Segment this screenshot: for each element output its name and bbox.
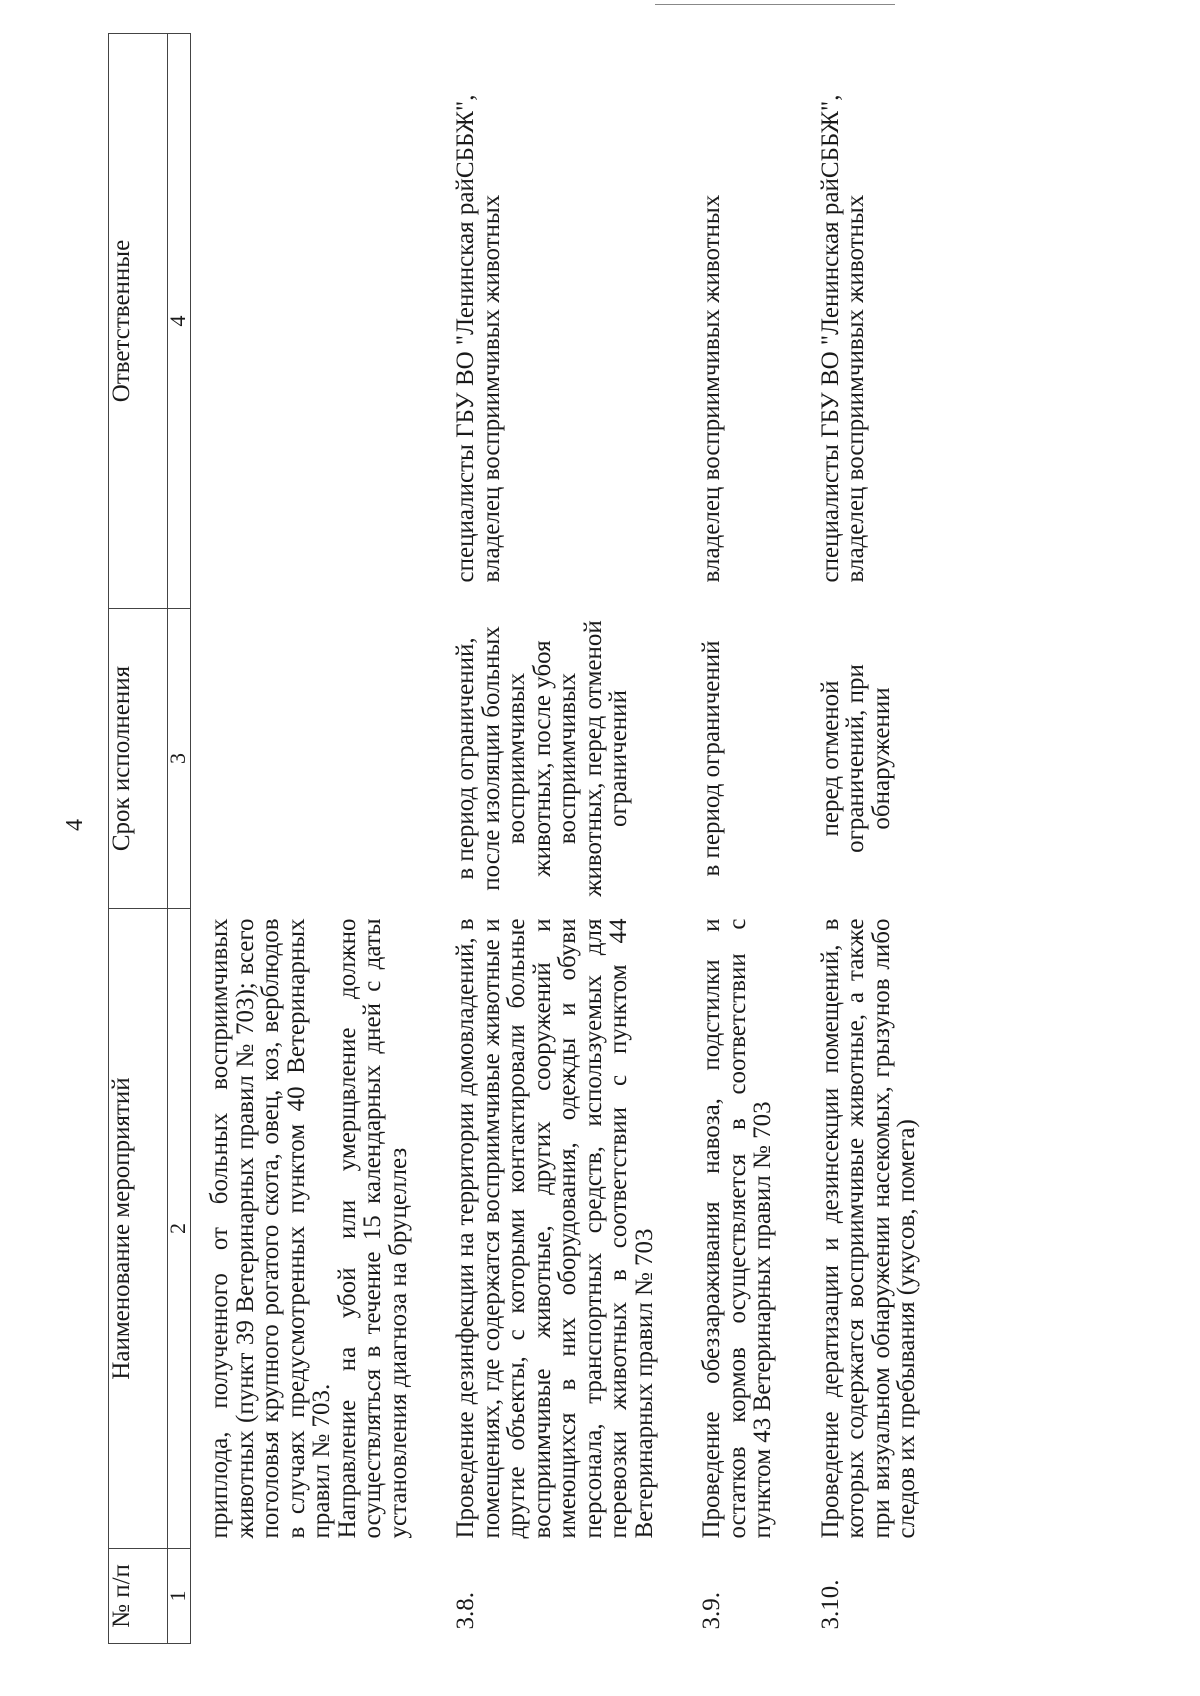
measure-paragraph: Проведение дезинфекции на территории домовладений, в помещениях, где содержатся восприимчивые животные и другие объекты, с которыми контактировали больные восприимчивые животные, других сооружений и имеющихся в них оборудования, одежды и обуви персонала, транспортных средств, используемых для перевозки животных в соответствии с пунктом 44 Ветеринарных правил № 703: [452, 918, 658, 1539]
rotated-sheet: [62, 0, 1200, 1660]
measure-responsible: [191, 34, 412, 609]
measure-term: [191, 609, 412, 909]
column-number: 3: [168, 609, 191, 909]
row-number: 3.9.: [698, 1592, 725, 1630]
table-row: [411, 34, 657, 1644]
column-number: 2: [168, 909, 191, 1549]
header-num: № п/п: [109, 1549, 168, 1644]
measure-paragraph: Направление на убой или умерщвление должно осуществляться в течение 15 календарных дней с даты установления диагноза на бруцеллез: [333, 918, 412, 1539]
column-numbers-row: [168, 34, 191, 1644]
measure-term: в период ограничений, после изоляции больных восприимчивых животных, после убоя восприимчивых животных, перед отменой ограничений: [452, 620, 632, 897]
measures-table: [108, 33, 920, 1644]
column-number: 1: [168, 1549, 191, 1644]
row-number: [191, 1549, 412, 1644]
measure-term: в период ограничений: [698, 640, 725, 877]
row-number: 3.8.: [452, 1592, 479, 1630]
row-number: 3.10.: [816, 1579, 844, 1630]
page-number: 4: [62, 819, 88, 831]
measure-name: [776, 909, 920, 1549]
column-number: 4: [168, 34, 191, 609]
table-row: [657, 34, 776, 1644]
measure-name: [411, 909, 657, 1549]
measure-term: перед отменой ограничений, при обнаружении: [816, 664, 895, 853]
measure-responsible: специалисты ГБУ ВО "Ленинская райСББЖ", владелец восприимчивых животных: [816, 94, 869, 583]
measure-name: [657, 909, 776, 1549]
table-row: [776, 34, 920, 1644]
table-header-row: [109, 34, 168, 1644]
header-responsible: Ответственные: [109, 34, 168, 609]
table-row: [191, 34, 412, 1644]
measure-responsible: владелец восприимчивых животных: [698, 194, 725, 583]
header-name: Наименование мероприятий: [109, 909, 168, 1549]
measure-paragraph: Проведение дератизации и дезинсекции помещений, в которых содержатся восприимчивые животные, а также при визуальном обнаружении насекомых, грызунов либо следов их пребывания (укусов, помета): [816, 918, 920, 1539]
measure-name: [191, 909, 412, 1549]
measure-paragraph: Проведение обеззараживания навоза, подстилки и остатков кормов осуществляется в соответствии с пунктом 43 Ветеринарных правил № 703: [698, 918, 776, 1539]
measure-paragraph: приплода, полученного от больных восприимчивых животных (пункт 39 Ветеринарных правил № 703); всего поголовья крупного рогатого скота, овец, коз, верблюдов в случаях предусмотренных пунктом 40 Ветеринарных правил № 703.: [206, 918, 335, 1539]
header-term: Срок исполнения: [109, 609, 168, 909]
measure-responsible: специалисты ГБУ ВО "Ленинская райСББЖ", владелец восприимчивых животных: [452, 94, 505, 583]
